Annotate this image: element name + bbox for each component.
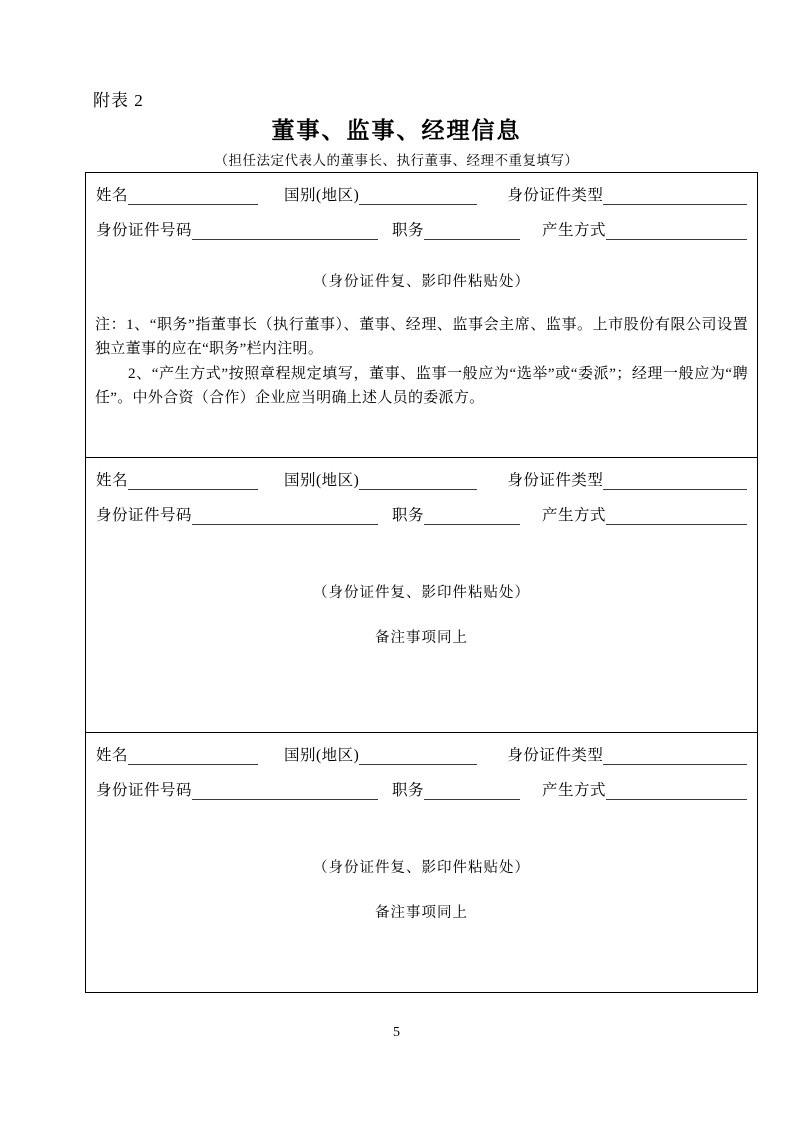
id-type-label: 身份证件类型 [507,187,604,204]
remarks-same-as-above: 备注事项同上 [375,630,468,646]
page-subtitle: （担任法定代表人的董事长、执行董事、经理不重复填写） [214,153,579,168]
id-number-blank[interactable] [192,783,378,800]
person-section-2 [86,457,757,732]
id-number-blank[interactable] [192,223,378,240]
name-blank[interactable] [128,188,258,205]
appointment-method-blank[interactable] [606,508,747,525]
field-row-identity-1 [96,183,747,205]
id-type-blank[interactable] [603,473,747,490]
id-type-label: 身份证件类型 [507,472,604,489]
position-label: 职务 [392,222,425,239]
country-blank[interactable] [359,748,477,765]
name-blank[interactable] [128,748,258,765]
country-label: 国别(地区) [284,472,360,489]
id-type-blank[interactable] [603,748,747,765]
appendix-label: 附表 2 [93,91,144,110]
id-number-label: 身份证件号码 [96,507,193,524]
appointment-method-blank[interactable] [606,783,747,800]
name-label: 姓名 [96,187,129,204]
field-row-identity-3 [96,743,747,765]
form-table [85,172,758,993]
id-number-label: 身份证件号码 [96,222,193,239]
position-blank[interactable] [424,508,520,525]
person-section-3 [86,732,757,992]
appointment-method-label: 产生方式 [542,222,607,239]
position-blank[interactable] [424,223,520,240]
form-notes [95,313,748,410]
country-label: 国别(地区) [284,187,360,204]
page-title: 董事、监事、经理信息 [271,117,522,143]
field-row-detail-1 [96,218,747,240]
name-blank[interactable] [128,473,258,490]
field-row-detail-2 [96,503,747,525]
country-blank[interactable] [359,188,477,205]
id-copy-paste-area: （身份证件复、影印件粘贴处） [313,585,530,601]
id-number-label: 身份证件号码 [96,782,193,799]
note-line-1: 注：1、“职务”指董事长（执行董事）、董事、经理、监事会主席、监事。上市股份有限公司设置独立董事的应在“职务”栏内注明。 [95,317,748,358]
appointment-method-blank[interactable] [606,223,747,240]
position-label: 职务 [392,507,425,524]
position-label: 职务 [392,782,425,799]
appointment-method-label: 产生方式 [542,782,607,799]
id-copy-paste-area: （身份证件复、影印件粘贴处） [313,860,530,876]
field-row-detail-3 [96,778,747,800]
country-blank[interactable] [359,473,477,490]
position-blank[interactable] [424,783,520,800]
page-number: 5 [393,1025,400,1040]
id-type-blank[interactable] [603,188,747,205]
country-label: 国别(地区) [284,747,360,764]
person-section-1 [86,183,757,457]
id-type-label: 身份证件类型 [507,747,604,764]
name-label: 姓名 [96,472,129,489]
name-label: 姓名 [96,747,129,764]
appointment-method-label: 产生方式 [542,507,607,524]
remarks-same-as-above: 备注事项同上 [375,905,468,921]
id-number-blank[interactable] [192,508,378,525]
field-row-identity-2 [96,468,747,490]
id-copy-paste-area: （身份证件复、影印件粘贴处） [313,274,530,290]
note-line-2: 2、“产生方式”按照章程规定填写，董事、监事一般应为“选举”或“委派”；经理一般应为“聘任”。中外合资（合作）企业应当明确上述人员的委派方。 [95,365,748,406]
